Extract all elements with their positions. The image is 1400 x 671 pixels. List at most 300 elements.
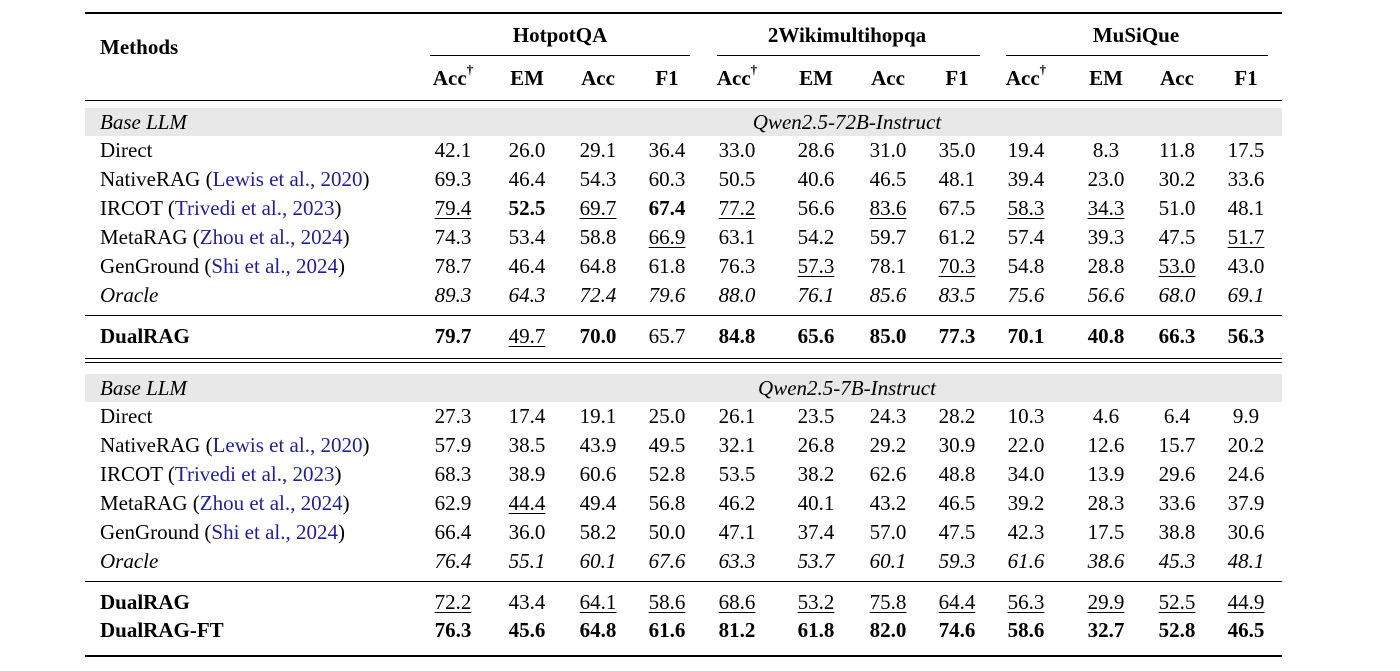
value-cell [418,548,488,574]
value-text: 29.2 [869,432,907,457]
value-text: 40.6 [797,166,835,191]
value-cell [1142,490,1212,516]
value-text: 33.0 [718,138,756,162]
value-text: 30.9 [938,432,976,457]
value-cell [991,137,1061,163]
value-cell [781,519,851,545]
column-header-label: Acc [432,66,467,90]
method-name-text: Oracle [100,548,159,573]
method-name [100,519,345,545]
value-text: 51.0 [1158,195,1196,220]
method-name-text: Direct [100,404,153,428]
value-text: 65.7 [648,324,686,349]
value-text: 47.5 [938,519,976,544]
method-name-text: Oracle [100,282,159,307]
column-header-label: F1 [1234,66,1258,90]
citation-link: Lewis et al., 2020 [212,432,363,457]
value-cell [853,432,923,458]
value-cell [632,432,702,458]
column-header [632,65,702,91]
value-cell [853,519,923,545]
value-text: 58.8 [579,224,617,249]
value-text: 84.8 [718,324,756,349]
value-cell [781,403,851,429]
method-name [100,253,345,279]
value-text: 64.3 [508,282,546,307]
value-text: 57.4 [1007,224,1045,249]
value-cell [632,195,702,221]
value-text: 64.8 [579,253,617,278]
value-cell [563,195,633,221]
methods-header: Methods [100,35,179,59]
value-text: 46.2 [718,490,756,515]
value-cell [1142,519,1212,545]
value-cell [702,137,772,163]
value-text: 46.4 [508,166,546,191]
value-text: 58.2 [579,519,617,544]
value-cell [418,617,488,643]
value-cell [632,490,702,516]
value-cell [991,589,1061,615]
method-name-text: DualRAG [100,324,190,349]
value-text: 56.3 [1007,590,1045,615]
value-text: 24.6 [1227,461,1265,486]
paren-close: ) [334,195,342,220]
column-header [922,65,992,91]
value-cell [1071,323,1141,349]
value-cell [632,253,702,279]
value-cell [1071,432,1141,458]
value-cell [702,323,772,349]
value-text: 49.4 [579,490,617,515]
top-rule [85,12,1282,14]
value-text: 56.6 [797,195,835,220]
value-cell [702,166,772,192]
value-text: 26.8 [797,432,835,457]
value-text: 12.6 [1087,432,1125,457]
value-text: 52.5 [508,195,546,220]
value-text: 53.0 [1158,253,1196,278]
value-text: 85.0 [869,324,907,349]
value-cell [702,253,772,279]
value-text: 38.5 [508,432,546,457]
value-text: 82.0 [869,618,907,643]
value-text: 64.4 [938,590,976,615]
value-cell [922,490,992,516]
value-text: 76.3 [718,253,756,278]
value-text: 40.1 [797,490,835,515]
column-header-label: Acc [871,66,905,90]
paren-close: ) [334,461,342,486]
value-text: 60.3 [648,166,686,191]
value-cell [418,166,488,192]
value-text: 38.9 [508,461,546,486]
value-text: 26.0 [508,138,546,162]
citation-link: Shi et al., 2024 [211,253,338,278]
value-text: 39.3 [1087,224,1125,249]
value-cell [492,166,562,192]
value-cell [492,490,562,516]
value-text: 46.5 [869,166,907,191]
value-cell [1211,432,1281,458]
dagger-mark: † [750,62,758,77]
value-text: 17.5 [1227,138,1265,162]
value-text: 6.4 [1163,404,1191,428]
column-header-label: F1 [945,66,969,90]
group-rule-0 [430,55,690,56]
value-cell [492,323,562,349]
value-cell [563,432,633,458]
value-text: 67.6 [648,548,686,573]
value-text: 61.2 [938,224,976,249]
value-text: 61.8 [648,253,686,278]
value-cell [563,137,633,163]
value-cell [853,403,923,429]
value-cell [922,137,992,163]
value-cell [1211,166,1281,192]
paren-open: ( [162,195,175,220]
value-text: 45.6 [508,618,546,643]
value-text: 36.0 [508,519,546,544]
value-text: 69.7 [579,195,617,220]
paren-close: ) [342,490,350,515]
value-text: 48.1 [1227,548,1265,573]
value-text: 28.6 [797,138,835,162]
value-cell [922,166,992,192]
section-label: Base LLM [100,376,187,400]
value-cell [1211,253,1281,279]
section-band [85,374,1282,402]
paren-open: ( [187,224,200,249]
value-cell [1211,589,1281,615]
value-cell [781,490,851,516]
value-cell [492,282,562,308]
paren-open: ( [162,461,175,486]
value-text: 23.0 [1087,166,1125,191]
value-text: 68.3 [434,461,472,486]
method-name [100,282,158,308]
value-text: 43.9 [579,432,617,457]
value-text: 38.8 [1158,519,1196,544]
value-cell [781,224,851,250]
value-text: 61.8 [797,618,835,643]
value-text: 85.6 [869,282,907,307]
value-text: 53.7 [797,548,835,573]
value-text: 52.8 [648,461,686,486]
value-cell [492,253,562,279]
paren-open: ( [199,519,212,544]
ours-separator [85,581,1282,582]
value-text: 30.2 [1158,166,1196,191]
method-name-text: NativeRAG [100,166,201,191]
value-cell [1071,403,1141,429]
value-cell [492,461,562,487]
value-cell [922,617,992,643]
value-text: 49.7 [508,324,546,349]
value-cell [853,548,923,574]
value-text: 83.6 [869,195,907,220]
value-text: 37.9 [1227,490,1265,515]
value-text: 33.6 [1158,490,1196,515]
value-cell [1142,253,1212,279]
value-text: 42.1 [434,138,472,162]
value-text: 62.6 [869,461,907,486]
value-text: 42.3 [1007,519,1045,544]
value-cell [1142,461,1212,487]
section-double-rule-1 [85,358,1282,359]
value-cell [563,166,633,192]
value-cell [632,589,702,615]
value-text: 17.5 [1087,519,1125,544]
value-text: 72.4 [579,282,617,307]
value-cell [563,589,633,615]
value-cell [492,617,562,643]
value-text: 70.1 [1007,324,1045,349]
value-cell [853,323,923,349]
column-header-label: Acc [1005,66,1040,90]
value-text: 61.6 [648,618,686,643]
value-cell [922,589,992,615]
value-cell [922,432,992,458]
value-text: 57.3 [797,253,835,278]
value-text: 77.3 [938,324,976,349]
value-text: 33.6 [1227,166,1265,191]
method-name [100,589,190,615]
value-cell [563,548,633,574]
value-text: 69.1 [1227,282,1265,307]
paren-open: ( [200,166,213,191]
paren-close: ) [362,432,370,457]
value-cell [781,589,851,615]
value-cell [781,137,851,163]
value-text: 49.5 [648,432,686,457]
value-text: 46.4 [508,253,546,278]
value-cell [1071,224,1141,250]
value-cell [1071,548,1141,574]
value-cell [418,461,488,487]
value-text: 79.4 [434,195,472,220]
value-cell [1071,589,1141,615]
value-text: 55.1 [508,548,546,573]
value-text: 57.0 [869,519,907,544]
bottom-rule [85,655,1282,657]
section-band [85,108,1282,136]
column-header [1071,65,1141,91]
value-cell [853,589,923,615]
value-cell [1071,282,1141,308]
value-text: 50.0 [648,519,686,544]
citation-link: Lewis et al., 2020 [212,166,363,191]
value-text: 57.9 [434,432,472,457]
value-text: 76.3 [434,618,472,643]
citation-link: Trivedi et al., 2023 [174,195,335,220]
value-text: 46.5 [938,490,976,515]
paren-close: ) [337,253,345,278]
value-cell [418,253,488,279]
citation-link: Trivedi et al., 2023 [174,461,335,486]
value-text: 61.6 [1007,548,1045,573]
value-cell [632,548,702,574]
value-cell [702,224,772,250]
value-text: 32.1 [718,432,756,457]
value-cell [991,323,1061,349]
value-cell [1142,323,1212,349]
value-cell [853,461,923,487]
column-header-label: Acc [581,66,615,90]
value-cell [781,432,851,458]
value-text: 66.3 [1158,324,1196,349]
value-cell [781,461,851,487]
value-text: 81.2 [718,618,756,643]
value-cell [991,282,1061,308]
value-text: 78.1 [869,253,907,278]
value-text: 47.1 [718,519,756,544]
value-text: 36.4 [648,138,686,162]
value-text: 34.0 [1007,461,1045,486]
column-header [991,62,1061,91]
value-cell [702,589,772,615]
value-text: 59.7 [869,224,907,249]
value-text: 44.9 [1227,590,1265,615]
value-cell [1142,432,1212,458]
value-cell [991,461,1061,487]
value-text: 58.3 [1007,195,1045,220]
value-cell [418,282,488,308]
value-cell [632,224,702,250]
value-cell [1071,137,1141,163]
value-cell [1211,519,1281,545]
value-cell [492,403,562,429]
value-text: 54.8 [1007,253,1045,278]
value-text: 88.0 [718,282,756,307]
value-text: 11.8 [1159,138,1195,162]
value-cell [781,617,851,643]
value-text: 83.5 [938,282,976,307]
value-cell [563,323,633,349]
value-cell [922,461,992,487]
paren-close: ) [362,166,370,191]
value-text: 28.8 [1087,253,1125,278]
value-cell [922,282,992,308]
value-text: 64.1 [579,590,617,615]
value-text: 70.3 [938,253,976,278]
section-double-rule-2 [85,362,1282,363]
value-text: 77.2 [718,195,756,220]
value-text: 89.3 [434,282,472,307]
value-text: 66.4 [434,519,472,544]
value-text: 59.3 [938,548,976,573]
value-cell [418,490,488,516]
value-cell [702,282,772,308]
group-header-musique: MuSiQue [1092,23,1180,47]
group-header-hotpotqa: HotpotQA [512,23,608,47]
value-cell [781,166,851,192]
value-cell [991,224,1061,250]
value-text: 68.6 [718,590,756,615]
value-cell [1211,224,1281,250]
value-cell [632,403,702,429]
value-cell [418,589,488,615]
value-cell [853,282,923,308]
value-cell [853,137,923,163]
paren-close: ) [342,224,350,249]
value-text: 53.5 [718,461,756,486]
value-text: 52.8 [1158,618,1196,643]
method-name-text: IRCOT [100,195,163,220]
value-text: 43.0 [1227,253,1265,278]
value-cell [781,195,851,221]
value-cell [1071,253,1141,279]
value-cell [1071,195,1141,221]
value-cell [1142,548,1212,574]
value-text: 39.4 [1007,166,1045,191]
value-text: 13.9 [1087,461,1125,486]
value-cell [492,224,562,250]
column-header [563,65,633,91]
value-cell [1071,461,1141,487]
column-header-label: EM [799,66,833,90]
paren-open: ( [187,490,200,515]
value-cell [922,224,992,250]
value-cell [702,490,772,516]
value-text: 53.2 [797,590,835,615]
value-cell [492,137,562,163]
value-text: 15.7 [1158,432,1196,457]
value-text: 9.9 [1232,404,1260,428]
group-header-2wikimultihopqa: 2Wikimultihopqa [767,23,927,47]
value-text: 39.2 [1007,490,1045,515]
method-name-text: GenGround [100,519,200,544]
value-cell [853,195,923,221]
ours-separator [85,315,1282,316]
paren-open: ( [199,253,212,278]
value-cell [632,617,702,643]
value-cell [418,137,488,163]
value-cell [632,519,702,545]
value-cell [702,461,772,487]
value-cell [1142,617,1212,643]
value-text: 43.4 [508,590,546,615]
column-header [781,65,851,91]
value-cell [1211,461,1281,487]
value-text: 40.8 [1087,324,1125,349]
group-rule-2 [1006,55,1268,56]
method-name [100,137,152,163]
value-text: 24.3 [869,404,907,428]
value-text: 58.6 [1007,618,1045,643]
value-cell [922,195,992,221]
value-cell [1071,490,1141,516]
value-text: 19.1 [579,404,617,428]
value-cell [991,519,1061,545]
paren-open: ( [200,432,213,457]
value-text: 68.0 [1158,282,1196,307]
value-cell [1211,548,1281,574]
value-text: 74.3 [434,224,472,249]
value-text: 56.3 [1227,324,1265,349]
value-text: 62.9 [434,490,472,515]
value-text: 67.5 [938,195,976,220]
citation-link: Shi et al., 2024 [211,519,338,544]
value-text: 76.4 [434,548,472,573]
value-text: 48.1 [938,166,976,191]
value-cell [418,224,488,250]
value-text: 31.0 [869,138,907,162]
value-cell [1071,519,1141,545]
method-name [100,617,224,643]
value-text: 28.3 [1087,490,1125,515]
value-cell [991,432,1061,458]
